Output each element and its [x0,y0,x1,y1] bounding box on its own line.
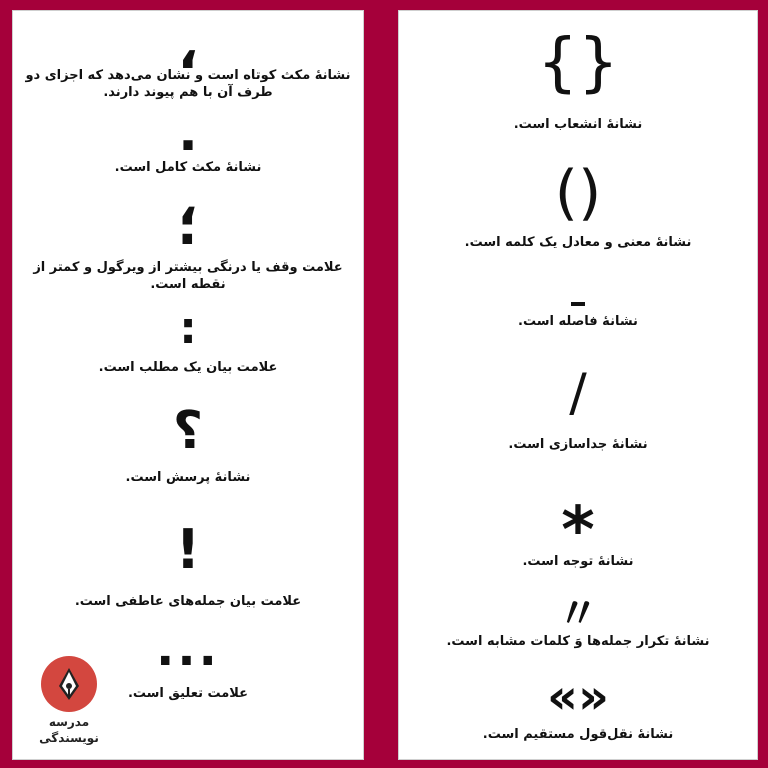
pen-nib-icon [41,656,97,712]
ellipsis-symbol: ... [156,621,220,677]
comma-symbol: ، [177,18,199,81]
right-panel [398,10,758,760]
exclamation-symbol: ! [175,518,201,581]
ditto-caption: نشانهٔ تکرار جمله‌ها وَ کلمات مشابه است. [446,634,710,649]
guillemets-caption: نشانهٔ نقل‌قول مستقیم است. [482,727,674,742]
period-caption: نشانهٔ مکث کامل است. [114,160,262,175]
dash-caption: نشانهٔ فاصله است. [518,314,638,329]
parentheses-caption: نشانهٔ معنی و معادل یک کلمه است. [464,235,692,250]
dash-symbol [399,293,757,303]
ellipsis-caption: علامت تعلیق است. [127,686,249,701]
question-mark-symbol: ؟ [172,401,204,461]
slash-symbol: / [569,363,587,423]
ditto-symbol: 〃 [556,589,599,638]
slash-caption: نشانهٔ جداسازی است. [508,437,648,452]
semicolon-caption: علامت وقف یا درنگی بیشتر از ویرگول و کمتر از نقطه است. [33,260,343,292]
guillemets-symbol: «» [546,669,609,725]
asterisk-symbol: * [561,494,595,568]
colon-symbol: : [179,303,197,354]
colon-caption: علامت بیان یک مطلب است. [98,360,278,375]
comma-caption: نشانهٔ مکث کوتاه است و نشان می‌دهد که اجزای دو طرف آن با هم پیوند دارند. [25,68,351,100]
asterisk-caption: نشانهٔ توجه است. [522,554,634,569]
left-panel [12,10,364,760]
braces-caption: نشانهٔ انشعاب است. [513,117,643,132]
question-mark-caption: نشانهٔ پرسش است. [125,470,251,485]
logo-text-line2: نویسندگی [39,731,99,745]
parentheses-symbol: () [554,158,602,228]
logo-text-line1: مدرسه [48,715,90,729]
braces-symbol: {} [537,26,619,100]
exclamation-caption: علامت بیان جمله‌های عاطفی است. [74,594,302,609]
semicolon-symbol: ؛ [177,194,199,257]
period-symbol: . [178,103,198,163]
school-logo [41,656,97,712]
